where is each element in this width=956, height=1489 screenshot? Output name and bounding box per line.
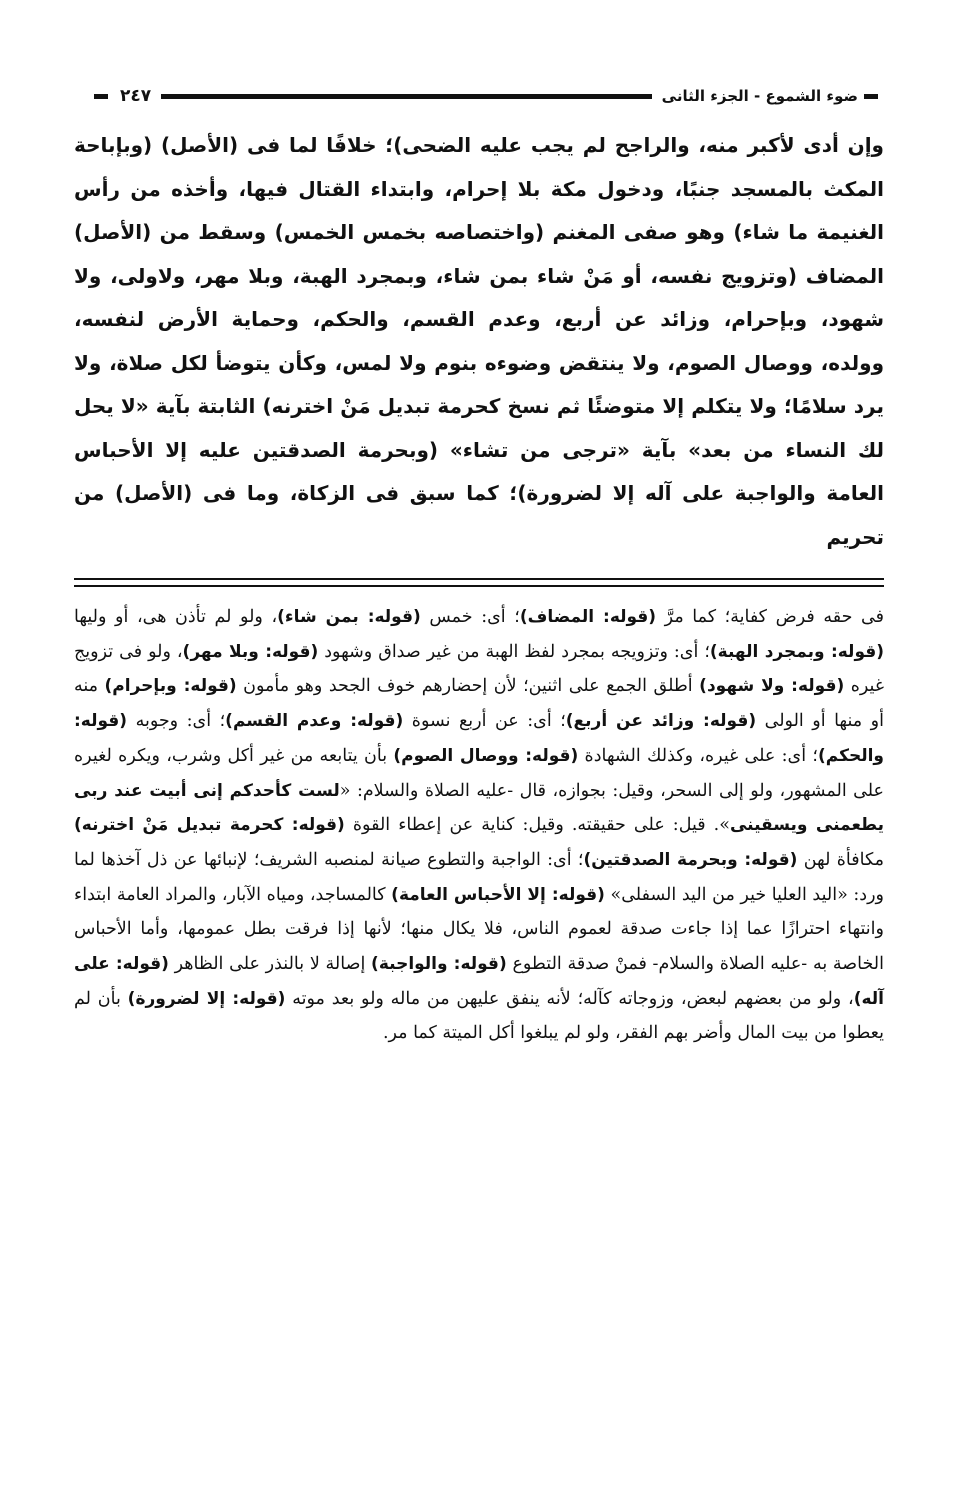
commentary-lemma: لست كأحدكم إنى أبيت عند ربى يطعمنى ويسقينى [74, 780, 884, 836]
commentary-lemma: (قوله: بمن شاء) [277, 607, 421, 627]
running-title: ضوء الشموع - الجزء الثانى [661, 87, 858, 105]
commentary-paragraph [74, 600, 884, 1051]
commentary-lemma: (قوله: كحرمة تبديل مَنْ اخترنه) [74, 815, 345, 836]
commentary-lemma: (قوله: ووصال الصوم) [393, 745, 579, 766]
commentary-text: إصالة لا بالنذر على الظاهر [168, 954, 372, 975]
commentary-text: ، ولو لم تأذن هى، أو وليها [74, 607, 278, 627]
commentary-lemma: (قوله: على آله) [74, 954, 884, 1009]
commentary-text: أطلق الجمع على اثنين؛ لأن إحضارهم خوف الجحد وهو مأمون [236, 676, 700, 697]
commentary-text: ؛ أى: عن أربع نسوة [403, 711, 566, 732]
commentary-lemma: (قوله: والحكم) [74, 711, 884, 766]
footnote-divider [74, 578, 884, 587]
commentary-text: ، ولو فى تزويج غيره [74, 641, 884, 697]
main-paragraph: وإن أدى لأكبر منه، والراجح لم يجب عليه الضحى)؛ خلافًا لما فى (الأصل) (وبإباحة المكث بالمسجد جنبًا، ودخول مكة بلا إحرام، وابتداء القتال فيها، وأخذه من رأس الغنيمة ما شاء) وهو صفى المغنم (واختصاصه بخمس الخمس) وسقط من (الأصل) المضاف (وتزويج نفسه، أو مَنْ شاء بمن شاء، وبمجرد الهبة، وبلا مهر، ولاولى، ولا شهود، وبإحرام، وزائد عن أربع، وعدم القسم، والحكم، وحماية الأرض لنفسه، وولده، ووصال الصوم، ولا ينتقض وضوءه بنوم ولا لمس، وكأن يتوضأ لكل صلاة، ولا يرد سلامًا؛ ولا يتكلم إلا متوضئًا ثم نسخ كحرمة تبديل مَنْ اخترنه) الثابتة بآية «لا يحل لك النساء من بعد» بآية «ترجى من تشاء» (وبحرمة الصدقتين عليه إلا الأحباس العامة والواجبة على آله إلا لضرورة)؛ كما سبق فى الزكاة، وما فى (الأصل) من تحريم [74, 133, 884, 549]
header-dash-left [94, 94, 108, 99]
commentary-text: ؛ أى: على غيره، وكذلك الشهادة [578, 745, 818, 766]
commentary-lemma: (قوله: ولا شهود) [699, 676, 845, 697]
commentary-text: كالمساجد، ومياه الآبار، والمراد العامة ابتداء وانتهاء احترازًا عما إذا جاءت صدقة لعموم الناس، فلا يكال منها؛ لأنها إذا فرقت بطل عمومها، وأما الأحباس الخاصة به -عليه الصلاة والسلام- فمنْ صدقة التطوع [74, 884, 884, 975]
commentary-lemma: (قوله: إلا لضرورة) [127, 988, 286, 1009]
commentary-text: ؛ أى: وتزويجه بمجرد لفظ الهبة من غير صداق وشهود [318, 641, 710, 662]
commentary-text: منه أو منها أو الولى [74, 676, 884, 732]
main-text-block [74, 124, 884, 559]
page-number: ٢٤٧ [120, 86, 152, 106]
commentary-text: بأن لم يعطوا من بيت المال وأضر بهم الفقر، ولو لم يبلغوا أكل الميتة كما مر. [74, 988, 884, 1044]
commentary-lemma: (قوله: وعدم القسم) [225, 711, 404, 732]
commentary-text: ، ولو من بعضهم لبعض، وزوجاته كآله؛ لأنه ينفق عليهن من ماله ولو بعد موته [285, 988, 854, 1009]
commentary-lemma: (قوله: والواجبة) [371, 954, 507, 975]
commentary-text: ». قيل: على حقيقته. وقيل: كناية عن إعطاء القوة [344, 815, 730, 836]
commentary-text: ؛ أى: الواجبة والتطوع صيانة لمنصبه الشريف؛ لإنبائها عن ذل آخذها لما ورد: «اليد العليا خير من اليد السفلى» [74, 849, 884, 905]
header-dash-right [864, 94, 878, 99]
commentary-lemma: (قوله: وبحرمة الصدقتين) [583, 849, 798, 870]
commentary-lemma: (قوله: وبمجرد الهبة) [709, 641, 885, 662]
commentary-text: ؛ أى: خمس [420, 607, 520, 627]
commentary-lemma: (قوله: إلا الأحباس العامة) [391, 884, 605, 905]
header-rule [161, 94, 652, 99]
commentary-lemma: (قوله: المضاف) [519, 607, 657, 627]
page-header [88, 84, 884, 108]
commentary-lemma: (قوله: وبلا مهر) [182, 641, 319, 662]
commentary-lemma: (قوله: وزائد عن أربع) [565, 711, 757, 732]
commentary-text: مكافأة لهن [797, 849, 884, 870]
commentary-text: ؛ أى: وجوبه [127, 711, 226, 732]
commentary-lemma: (قوله: وبإحرام) [104, 676, 237, 697]
commentary-text: فى حقه فرض كفاية؛ كما مرَّ [656, 607, 884, 627]
commentary-text: بأن يتابعه من غير أكل وشرب، ويكره لغيره على المشهور، ولو إلى السحر، وقيل: بجوازه، قال -عليه الصلاة والسلام: « [74, 745, 884, 801]
commentary-block [74, 600, 884, 1051]
